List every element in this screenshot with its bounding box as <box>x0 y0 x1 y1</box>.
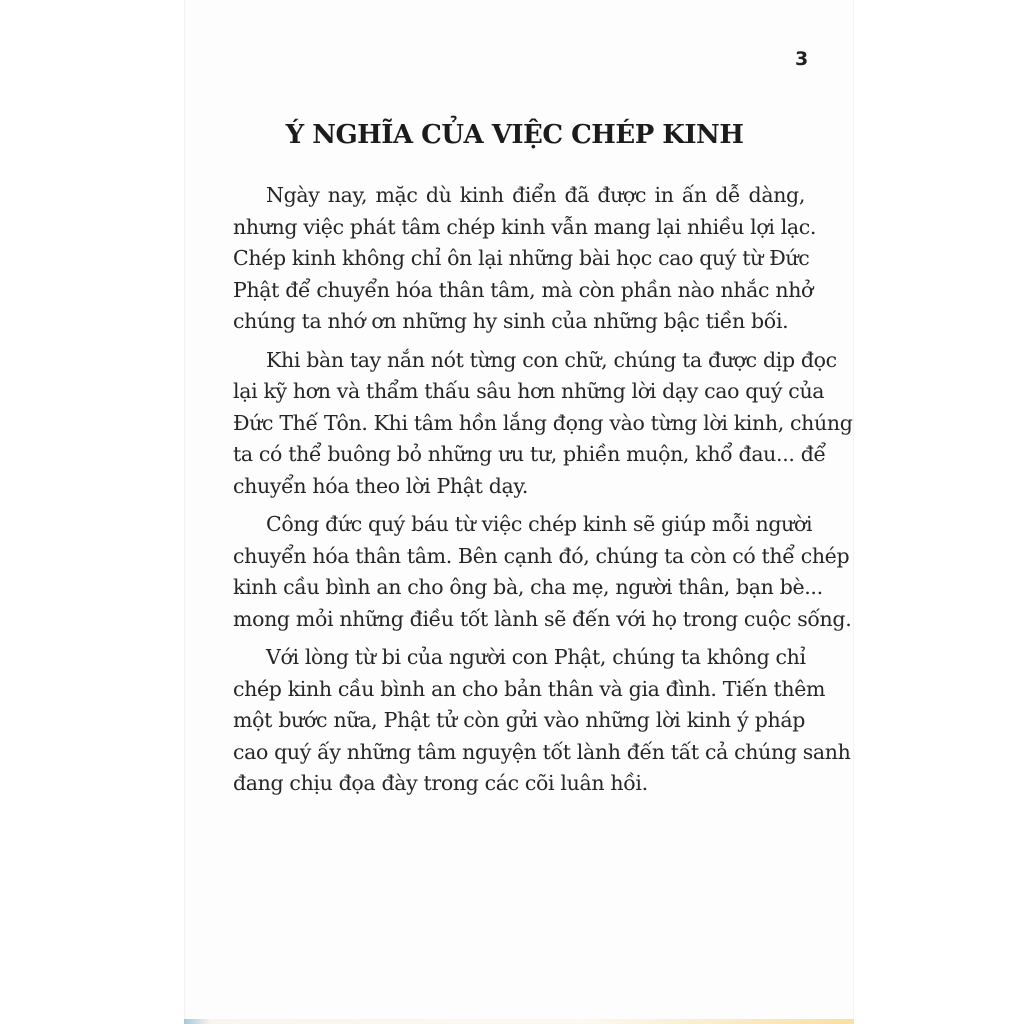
paragraph-1 <box>233 180 817 338</box>
text-line: nhưng việc phát tâm chép kinh vẫn mang lại nhiều lợi lạc. <box>233 214 817 239</box>
text-line: Phật để chuyển hóa thân tâm, mà còn phần nào nhắc nhở <box>233 277 814 302</box>
text-line: chuyển hóa theo lời Phật dạy. <box>233 473 529 498</box>
text-line: Đức Thế Tôn. Khi tâm hồn lắng đọng vào từng lời kinh, chúng <box>233 410 853 435</box>
text-line: chép kinh cầu bình an cho bản thân và gia đình. Tiến thêm <box>233 676 826 701</box>
text-line: Công đức quý báu từ việc chép kinh sẽ giúp mỗi người <box>266 512 813 536</box>
text-line: cao quý ấy những tâm nguyện tốt lành đến tất cả chúng sanh <box>233 739 851 764</box>
text-line: Khi bàn tay nắn nót từng con chữ, chúng ta được dịp đọc <box>266 347 837 372</box>
text-line: đang chịu đọa đày trong các cõi luân hồi. <box>233 771 648 795</box>
text-line: Ngày nay, mặc dù kinh điển đã được in ấn dễ dàng, <box>266 183 805 207</box>
text-line: lại kỹ hơn và thẩm thấu sâu hơn những lời dạy cao quý của <box>233 379 825 403</box>
paragraph-4 <box>233 642 851 800</box>
text-line: chuyển hóa thân tâm. Bên cạnh đó, chúng ta còn có thể chép <box>233 543 850 568</box>
page-bottom-edge <box>184 1019 854 1024</box>
text-line: ta có thể buông bỏ những ưu tư, phiền muộn, khổ đau... để <box>233 442 826 466</box>
text-line: chúng ta nhớ ơn những hy sinh của những bậc tiền bối. <box>233 309 789 333</box>
text-line: Với lòng từ bi của người con Phật, chúng ta không chỉ <box>266 645 806 669</box>
page-title: Ý NGHĨA CỦA VIỆC CHÉP KINH <box>285 120 744 150</box>
text-line: Chép kinh không chỉ ôn lại những bài học cao quý từ Đức <box>233 246 810 270</box>
text-line: một bước nữa, Phật tử còn gửi vào những lời kinh ý pháp <box>233 708 805 732</box>
text-line: kinh cầu bình an cho ông bà, cha mẹ, người thân, bạn bè... <box>233 575 823 599</box>
page-body <box>233 180 853 807</box>
page-number: 3 <box>795 48 809 70</box>
text-line: mong mỏi những điều tốt lành sẽ đến với họ trong cuộc sống. <box>233 606 852 631</box>
paragraph-3 <box>233 509 852 635</box>
paragraph-2 <box>233 345 853 503</box>
